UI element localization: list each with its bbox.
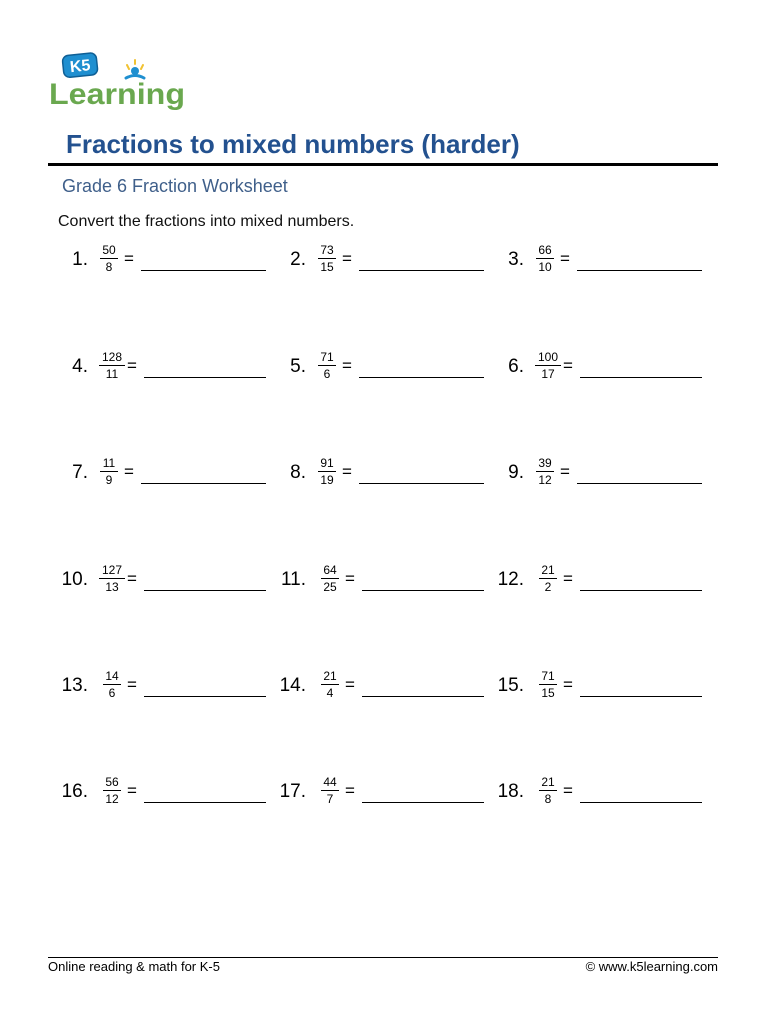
equals-sign: = [560, 249, 570, 268]
fraction-denominator: 9 [105, 473, 113, 487]
problem-number: 9. [508, 462, 524, 483]
fraction [94, 457, 124, 486]
footer-website: © www.k5learning.com [585, 959, 718, 974]
problem-number: 4. [72, 356, 88, 377]
equals-sign: = [563, 356, 573, 375]
answer-blank[interactable] [580, 377, 702, 378]
fraction-denominator: 17 [541, 367, 555, 381]
fraction [533, 670, 563, 699]
problem-number: 12. [497, 569, 524, 590]
fraction [94, 244, 124, 273]
answer-blank[interactable] [359, 270, 484, 271]
problem-number: 5. [290, 356, 306, 377]
answer-blank[interactable] [359, 377, 484, 378]
equals-sign: = [127, 781, 137, 800]
problem-item [58, 669, 268, 716]
fraction-numerator: 66 [538, 243, 552, 257]
problem-number: 15. [497, 675, 524, 696]
problem-item [276, 669, 486, 716]
worksheet-subtitle: Grade 6 Fraction Worksheet [62, 176, 288, 196]
fraction [97, 670, 127, 699]
title-rule [48, 163, 718, 166]
problem-number: 3. [508, 249, 524, 270]
problem-number: 7. [72, 462, 88, 483]
fraction-numerator: 44 [323, 775, 337, 789]
problem-item [276, 456, 486, 503]
fraction-numerator: 91 [320, 456, 334, 470]
fraction-denominator: 12 [538, 473, 552, 487]
fraction-denominator: 8 [105, 260, 113, 274]
answer-blank[interactable] [141, 483, 266, 484]
fraction [315, 564, 345, 593]
problem-item [276, 775, 486, 822]
page-title: Fractions to mixed numbers (harder) [66, 129, 520, 159]
equals-sign: = [342, 249, 352, 268]
fraction [315, 670, 345, 699]
answer-blank[interactable] [144, 377, 266, 378]
fraction-numerator: 64 [323, 563, 337, 577]
problem-number: 11. [280, 569, 306, 590]
equals-sign: = [563, 569, 573, 588]
fraction-denominator: 15 [541, 686, 555, 700]
problem-item [494, 243, 704, 290]
fraction-numerator: 21 [323, 669, 337, 683]
problem-number: 17. [279, 781, 306, 802]
footer-tagline: Online reading & math for K-5 [48, 959, 220, 974]
problem-item [58, 775, 268, 822]
fraction-denominator: 12 [105, 792, 119, 806]
fraction-numerator: 100 [537, 350, 559, 364]
problem-number: 18. [497, 781, 524, 802]
problem-item [58, 456, 268, 503]
problem-item [276, 243, 486, 290]
problem-item [494, 456, 704, 503]
fraction-numerator: 21 [541, 563, 555, 577]
fraction-numerator: 50 [102, 243, 116, 257]
problem-number: 6. [508, 356, 524, 377]
equals-sign: = [124, 249, 134, 268]
answer-blank[interactable] [362, 696, 484, 697]
equals-sign: = [563, 675, 573, 694]
equals-sign: = [127, 569, 137, 588]
problem-number: 1. [72, 249, 88, 270]
fraction-numerator: 73 [320, 243, 334, 257]
fraction-denominator: 10 [538, 260, 552, 274]
problem-number: 14. [279, 675, 306, 696]
problem-number: 10. [61, 569, 88, 590]
fraction-numerator: 71 [320, 350, 334, 364]
problem-number: 13. [61, 675, 88, 696]
problem-item [276, 563, 486, 610]
answer-blank[interactable] [144, 802, 266, 803]
fraction [97, 776, 127, 805]
equals-sign: = [124, 462, 134, 481]
fraction [533, 351, 563, 380]
fraction-numerator: 39 [538, 456, 552, 470]
problem-number: 16. [61, 781, 88, 802]
fraction-numerator: 11 [102, 456, 116, 470]
fraction-denominator: 4 [326, 686, 334, 700]
equals-sign: = [342, 462, 352, 481]
equals-sign: = [345, 675, 355, 694]
problem-item [494, 563, 704, 610]
fraction [533, 776, 563, 805]
answer-blank[interactable] [580, 802, 702, 803]
equals-sign: = [560, 462, 570, 481]
problem-item [494, 350, 704, 397]
problem-item [276, 350, 486, 397]
problem-item [494, 669, 704, 716]
fraction-denominator: 6 [108, 686, 116, 700]
instructions-text: Convert the fractions into mixed numbers. [58, 213, 355, 230]
svg-text:K5: K5 [69, 57, 92, 77]
fraction [312, 351, 342, 380]
problem-item [58, 243, 268, 290]
answer-blank[interactable] [577, 483, 702, 484]
fraction-denominator: 15 [320, 260, 334, 274]
equals-sign: = [127, 675, 137, 694]
k5-learning-logo-icon [48, 52, 188, 114]
fraction [315, 776, 345, 805]
equals-sign: = [345, 781, 355, 800]
equals-sign: = [345, 569, 355, 588]
equals-sign: = [563, 781, 573, 800]
equals-sign: = [127, 356, 137, 375]
fraction-denominator: 2 [544, 580, 552, 594]
footer-rule [48, 957, 718, 958]
fraction [97, 351, 127, 380]
fraction-denominator: 19 [320, 473, 334, 487]
fraction [97, 564, 127, 593]
problem-number: 2. [290, 249, 306, 270]
fraction-denominator: 25 [323, 580, 337, 594]
fraction-numerator: 56 [105, 775, 119, 789]
answer-blank[interactable] [362, 802, 484, 803]
fraction [533, 564, 563, 593]
problem-item [58, 350, 268, 397]
fraction [530, 244, 560, 273]
fraction-numerator: 128 [101, 350, 123, 364]
fraction-denominator: 6 [323, 367, 331, 381]
fraction-denominator: 7 [326, 792, 334, 806]
problem-item [494, 775, 704, 822]
equals-sign: = [342, 356, 352, 375]
answer-blank[interactable] [362, 590, 484, 591]
answer-blank[interactable] [580, 590, 702, 591]
fraction-denominator: 13 [105, 580, 119, 594]
problem-number: 8. [290, 462, 306, 483]
fraction [312, 457, 342, 486]
fraction [312, 244, 342, 273]
svg-text:Learning: Learning [49, 78, 185, 111]
answer-blank[interactable] [144, 696, 266, 697]
fraction-numerator: 71 [541, 669, 555, 683]
fraction-numerator: 14 [105, 669, 119, 683]
answer-blank[interactable] [144, 590, 266, 591]
problem-item [58, 563, 268, 610]
fraction-denominator: 8 [544, 792, 552, 806]
fraction-denominator: 11 [105, 367, 119, 381]
answer-blank[interactable] [141, 270, 266, 271]
fraction [530, 457, 560, 486]
answer-blank[interactable] [580, 696, 702, 697]
answer-blank[interactable] [577, 270, 702, 271]
k5-learning-logo [48, 52, 188, 114]
answer-blank[interactable] [359, 483, 484, 484]
fraction-numerator: 127 [101, 563, 123, 577]
fraction-numerator: 21 [541, 775, 555, 789]
